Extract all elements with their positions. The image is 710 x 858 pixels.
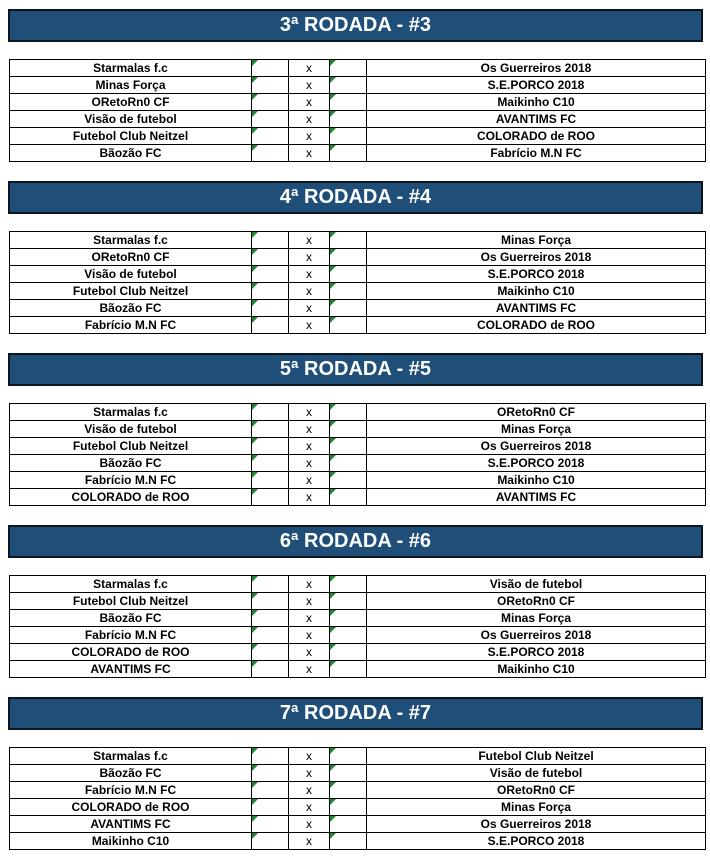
- comment-marker-icon: [330, 128, 336, 134]
- away-team-cell[interactable]: Os Guerreiros 2018: [367, 816, 706, 833]
- home-score-cell[interactable]: [252, 266, 289, 283]
- away-score-cell[interactable]: [330, 145, 367, 162]
- comment-marker-icon: [330, 593, 336, 599]
- home-team-cell[interactable]: Fabrício M.N FC: [10, 782, 252, 799]
- home-team-cell[interactable]: Bãozão FC: [10, 455, 252, 472]
- versus-separator: x: [289, 661, 330, 678]
- away-score-cell[interactable]: [330, 489, 367, 506]
- away-score-cell[interactable]: [330, 438, 367, 455]
- comment-marker-icon: [252, 300, 258, 306]
- fixture-row: [10, 799, 706, 816]
- home-team-cell[interactable]: Futebol Club Neitzel: [10, 593, 252, 610]
- fixture-row: [10, 748, 706, 765]
- versus-separator: x: [289, 111, 330, 128]
- away-score-cell[interactable]: [330, 300, 367, 317]
- away-score-cell[interactable]: [330, 833, 367, 850]
- home-team-cell[interactable]: Fabrício M.N FC: [10, 472, 252, 489]
- away-score-cell[interactable]: [330, 610, 367, 627]
- away-score-cell[interactable]: [330, 128, 367, 145]
- away-team-cell[interactable]: Minas Força: [367, 232, 706, 249]
- fixture-row: [10, 455, 706, 472]
- home-team-cell[interactable]: Futebol Club Neitzel: [10, 438, 252, 455]
- home-score-cell[interactable]: [252, 404, 289, 421]
- comment-marker-icon: [252, 593, 258, 599]
- comment-marker-icon: [330, 816, 336, 822]
- home-score-cell[interactable]: [252, 748, 289, 765]
- fixture-row: [10, 128, 706, 145]
- versus-separator: x: [289, 455, 330, 472]
- comment-marker-icon: [330, 77, 336, 83]
- away-score-cell[interactable]: [330, 404, 367, 421]
- comment-marker-icon: [330, 455, 336, 461]
- away-score-cell[interactable]: [330, 593, 367, 610]
- versus-separator: x: [289, 593, 330, 610]
- comment-marker-icon: [330, 421, 336, 427]
- comment-marker-icon: [330, 610, 336, 616]
- away-team-cell[interactable]: ORetoRn0 CF: [367, 782, 706, 799]
- fixture-row: [10, 644, 706, 661]
- fixture-row: [10, 317, 706, 334]
- away-team-cell[interactable]: ORetoRn0 CF: [367, 404, 706, 421]
- comment-marker-icon: [252, 472, 258, 478]
- home-score-cell[interactable]: [252, 249, 289, 266]
- comment-marker-icon: [330, 799, 336, 805]
- versus-separator: x: [289, 77, 330, 94]
- away-team-cell[interactable]: S.E.PORCO 2018: [367, 266, 706, 283]
- home-score-cell[interactable]: [252, 60, 289, 77]
- fixtures-table: [9, 747, 706, 850]
- away-team-cell[interactable]: Os Guerreiros 2018: [367, 438, 706, 455]
- away-team-cell[interactable]: Maikinho C10: [367, 472, 706, 489]
- away-team-cell[interactable]: S.E.PORCO 2018: [367, 455, 706, 472]
- fixtures-table: [9, 403, 706, 506]
- home-team-cell[interactable]: Minas Força: [10, 77, 252, 94]
- away-team-cell[interactable]: Minas Força: [367, 799, 706, 816]
- comment-marker-icon: [330, 232, 336, 238]
- home-score-cell[interactable]: [252, 77, 289, 94]
- round-block: [8, 181, 703, 332]
- versus-separator: x: [289, 232, 330, 249]
- fixture-row: [10, 489, 706, 506]
- comment-marker-icon: [252, 111, 258, 117]
- comment-marker-icon: [330, 472, 336, 478]
- comment-marker-icon: [330, 627, 336, 633]
- comment-marker-icon: [330, 111, 336, 117]
- versus-separator: x: [289, 799, 330, 816]
- comment-marker-icon: [330, 283, 336, 289]
- round-title: 6ª RODADA - #6: [8, 525, 703, 558]
- home-team-cell[interactable]: Bãozão FC: [10, 300, 252, 317]
- fixture-row: [10, 60, 706, 77]
- comment-marker-icon: [252, 232, 258, 238]
- away-score-cell[interactable]: [330, 60, 367, 77]
- away-score-cell[interactable]: [330, 627, 367, 644]
- home-score-cell[interactable]: [252, 610, 289, 627]
- home-team-cell[interactable]: Futebol Club Neitzel: [10, 283, 252, 300]
- comment-marker-icon: [252, 799, 258, 805]
- versus-separator: x: [289, 421, 330, 438]
- fixture-row: [10, 77, 706, 94]
- round-title: 7ª RODADA - #7: [8, 697, 703, 730]
- away-score-cell[interactable]: [330, 249, 367, 266]
- away-score-cell[interactable]: [330, 77, 367, 94]
- away-score-cell[interactable]: [330, 644, 367, 661]
- versus-separator: x: [289, 765, 330, 782]
- comment-marker-icon: [252, 283, 258, 289]
- comment-marker-icon: [252, 576, 258, 582]
- comment-marker-icon: [330, 661, 336, 667]
- away-score-cell[interactable]: [330, 765, 367, 782]
- comment-marker-icon: [252, 610, 258, 616]
- home-team-cell[interactable]: Starmalas f.c: [10, 60, 252, 77]
- comment-marker-icon: [330, 833, 336, 839]
- fixture-row: [10, 300, 706, 317]
- comment-marker-icon: [252, 266, 258, 272]
- versus-separator: x: [289, 576, 330, 593]
- versus-separator: x: [289, 627, 330, 644]
- home-team-cell[interactable]: ORetoRn0 CF: [10, 249, 252, 266]
- versus-separator: x: [289, 283, 330, 300]
- versus-separator: x: [289, 266, 330, 283]
- away-team-cell[interactable]: S.E.PORCO 2018: [367, 833, 706, 850]
- round-title: 3ª RODADA - #3: [8, 9, 703, 42]
- comment-marker-icon: [252, 94, 258, 100]
- away-team-cell[interactable]: AVANTIMS FC: [367, 300, 706, 317]
- away-team-cell[interactable]: Os Guerreiros 2018: [367, 60, 706, 77]
- versus-separator: x: [289, 300, 330, 317]
- comment-marker-icon: [330, 300, 336, 306]
- comment-marker-icon: [252, 60, 258, 66]
- home-team-cell[interactable]: Fabrício M.N FC: [10, 317, 252, 334]
- away-team-cell[interactable]: Visão de futebol: [367, 576, 706, 593]
- comment-marker-icon: [252, 421, 258, 427]
- fixture-row: [10, 765, 706, 782]
- home-team-cell[interactable]: Starmalas f.c: [10, 576, 252, 593]
- fixture-row: [10, 421, 706, 438]
- home-score-cell[interactable]: [252, 576, 289, 593]
- comment-marker-icon: [330, 317, 336, 323]
- home-score-cell[interactable]: [252, 765, 289, 782]
- home-score-cell[interactable]: [252, 593, 289, 610]
- home-score-cell[interactable]: [252, 799, 289, 816]
- home-team-cell[interactable]: Bãozão FC: [10, 765, 252, 782]
- comment-marker-icon: [252, 438, 258, 444]
- comment-marker-icon: [252, 661, 258, 667]
- home-team-cell[interactable]: COLORADO de ROO: [10, 799, 252, 816]
- home-score-cell[interactable]: [252, 232, 289, 249]
- fixture-row: [10, 576, 706, 593]
- comment-marker-icon: [252, 782, 258, 788]
- away-score-cell[interactable]: [330, 799, 367, 816]
- home-team-cell[interactable]: Fabrício M.N FC: [10, 627, 252, 644]
- away-score-cell[interactable]: [330, 576, 367, 593]
- fixture-row: [10, 816, 706, 833]
- away-score-cell[interactable]: [330, 661, 367, 678]
- home-score-cell[interactable]: [252, 145, 289, 162]
- home-score-cell[interactable]: [252, 317, 289, 334]
- fixture-row: [10, 283, 706, 300]
- away-score-cell[interactable]: [330, 317, 367, 334]
- fixture-row: [10, 610, 706, 627]
- round-block: [8, 353, 703, 504]
- fixture-row: [10, 627, 706, 644]
- away-score-cell[interactable]: [330, 455, 367, 472]
- fixture-row: [10, 94, 706, 111]
- versus-separator: x: [289, 145, 330, 162]
- home-score-cell[interactable]: [252, 300, 289, 317]
- round-block: [8, 9, 703, 160]
- versus-separator: x: [289, 249, 330, 266]
- away-team-cell[interactable]: AVANTIMS FC: [367, 111, 706, 128]
- away-score-cell[interactable]: [330, 748, 367, 765]
- home-score-cell[interactable]: [252, 128, 289, 145]
- comment-marker-icon: [330, 249, 336, 255]
- away-score-cell[interactable]: [330, 266, 367, 283]
- away-team-cell[interactable]: COLORADO de ROO: [367, 317, 706, 334]
- away-score-cell[interactable]: [330, 232, 367, 249]
- home-score-cell[interactable]: [252, 94, 289, 111]
- fixture-row: [10, 593, 706, 610]
- comment-marker-icon: [330, 60, 336, 66]
- fixture-row: [10, 232, 706, 249]
- fixture-row: [10, 249, 706, 266]
- home-team-cell[interactable]: COLORADO de ROO: [10, 489, 252, 506]
- away-team-cell[interactable]: S.E.PORCO 2018: [367, 77, 706, 94]
- home-score-cell[interactable]: [252, 661, 289, 678]
- comment-marker-icon: [330, 438, 336, 444]
- comment-marker-icon: [252, 644, 258, 650]
- home-score-cell[interactable]: [252, 644, 289, 661]
- away-score-cell[interactable]: [330, 421, 367, 438]
- comment-marker-icon: [252, 128, 258, 134]
- versus-separator: x: [289, 816, 330, 833]
- away-team-cell[interactable]: AVANTIMS FC: [367, 489, 706, 506]
- away-score-cell[interactable]: [330, 472, 367, 489]
- fixture-row: [10, 438, 706, 455]
- comment-marker-icon: [252, 816, 258, 822]
- home-team-cell[interactable]: Starmalas f.c: [10, 404, 252, 421]
- comment-marker-icon: [252, 404, 258, 410]
- away-team-cell[interactable]: COLORADO de ROO: [367, 128, 706, 145]
- away-team-cell[interactable]: ORetoRn0 CF: [367, 593, 706, 610]
- home-team-cell[interactable]: ORetoRn0 CF: [10, 94, 252, 111]
- versus-separator: x: [289, 94, 330, 111]
- comment-marker-icon: [252, 317, 258, 323]
- away-team-cell[interactable]: Futebol Club Neitzel: [367, 748, 706, 765]
- fixture-row: [10, 472, 706, 489]
- home-team-cell[interactable]: Visão de futebol: [10, 111, 252, 128]
- versus-separator: x: [289, 60, 330, 77]
- versus-separator: x: [289, 610, 330, 627]
- home-score-cell[interactable]: [252, 782, 289, 799]
- versus-separator: x: [289, 438, 330, 455]
- versus-separator: x: [289, 644, 330, 661]
- comment-marker-icon: [330, 145, 336, 151]
- comment-marker-icon: [330, 748, 336, 754]
- home-team-cell[interactable]: AVANTIMS FC: [10, 661, 252, 678]
- away-team-cell[interactable]: Visão de futebol: [367, 765, 706, 782]
- home-team-cell[interactable]: Starmalas f.c: [10, 748, 252, 765]
- fixture-row: [10, 145, 706, 162]
- versus-separator: x: [289, 489, 330, 506]
- away-score-cell[interactable]: [330, 111, 367, 128]
- comment-marker-icon: [330, 782, 336, 788]
- fixture-row: [10, 661, 706, 678]
- home-team-cell[interactable]: COLORADO de ROO: [10, 644, 252, 661]
- comment-marker-icon: [330, 266, 336, 272]
- fixture-row: [10, 111, 706, 128]
- fixtures-table: [9, 59, 706, 162]
- comment-marker-icon: [252, 627, 258, 633]
- comment-marker-icon: [330, 94, 336, 100]
- away-team-cell[interactable]: S.E.PORCO 2018: [367, 644, 706, 661]
- versus-separator: x: [289, 833, 330, 850]
- comment-marker-icon: [252, 455, 258, 461]
- home-score-cell[interactable]: [252, 489, 289, 506]
- away-team-cell[interactable]: Os Guerreiros 2018: [367, 627, 706, 644]
- home-score-cell[interactable]: [252, 627, 289, 644]
- away-team-cell[interactable]: Maikinho C10: [367, 661, 706, 678]
- home-score-cell[interactable]: [252, 455, 289, 472]
- away-team-cell[interactable]: Os Guerreiros 2018: [367, 249, 706, 266]
- home-team-cell[interactable]: Starmalas f.c: [10, 232, 252, 249]
- home-team-cell[interactable]: AVANTIMS FC: [10, 816, 252, 833]
- home-score-cell[interactable]: [252, 283, 289, 300]
- round-title: 4ª RODADA - #4: [8, 181, 703, 214]
- versus-separator: x: [289, 782, 330, 799]
- round-title: 5ª RODADA - #5: [8, 353, 703, 386]
- away-team-cell[interactable]: Minas Força: [367, 610, 706, 627]
- home-score-cell[interactable]: [252, 421, 289, 438]
- home-team-cell[interactable]: Visão de futebol: [10, 266, 252, 283]
- away-score-cell[interactable]: [330, 816, 367, 833]
- away-team-cell[interactable]: Minas Força: [367, 421, 706, 438]
- comment-marker-icon: [252, 489, 258, 495]
- comment-marker-icon: [252, 833, 258, 839]
- away-team-cell[interactable]: Maikinho C10: [367, 94, 706, 111]
- versus-separator: x: [289, 317, 330, 334]
- comment-marker-icon: [252, 77, 258, 83]
- comment-marker-icon: [252, 748, 258, 754]
- comment-marker-icon: [330, 576, 336, 582]
- home-score-cell[interactable]: [252, 438, 289, 455]
- away-score-cell[interactable]: [330, 283, 367, 300]
- comment-marker-icon: [330, 404, 336, 410]
- comment-marker-icon: [252, 145, 258, 151]
- away-score-cell[interactable]: [330, 782, 367, 799]
- fixtures-table: [9, 575, 706, 678]
- fixture-row: [10, 833, 706, 850]
- round-block: [8, 525, 703, 676]
- versus-separator: x: [289, 472, 330, 489]
- home-team-cell[interactable]: Visão de futebol: [10, 421, 252, 438]
- versus-separator: x: [289, 128, 330, 145]
- home-score-cell[interactable]: [252, 816, 289, 833]
- comment-marker-icon: [252, 765, 258, 771]
- home-team-cell[interactable]: Bãozão FC: [10, 145, 252, 162]
- comment-marker-icon: [330, 765, 336, 771]
- comment-marker-icon: [330, 489, 336, 495]
- versus-separator: x: [289, 748, 330, 765]
- away-team-cell[interactable]: Maikinho C10: [367, 283, 706, 300]
- home-team-cell[interactable]: Maikinho C10: [10, 833, 252, 850]
- comment-marker-icon: [330, 644, 336, 650]
- away-team-cell[interactable]: Fabrício M.N FC: [367, 145, 706, 162]
- home-score-cell[interactable]: [252, 833, 289, 850]
- away-score-cell[interactable]: [330, 94, 367, 111]
- home-team-cell[interactable]: Futebol Club Neitzel: [10, 128, 252, 145]
- round-block: [8, 697, 703, 848]
- fixtures-table: [9, 231, 706, 334]
- fixture-row: [10, 266, 706, 283]
- versus-separator: x: [289, 404, 330, 421]
- home-team-cell[interactable]: Bãozão FC: [10, 610, 252, 627]
- fixture-row: [10, 782, 706, 799]
- home-score-cell[interactable]: [252, 111, 289, 128]
- fixture-row: [10, 404, 706, 421]
- home-score-cell[interactable]: [252, 472, 289, 489]
- comment-marker-icon: [252, 249, 258, 255]
